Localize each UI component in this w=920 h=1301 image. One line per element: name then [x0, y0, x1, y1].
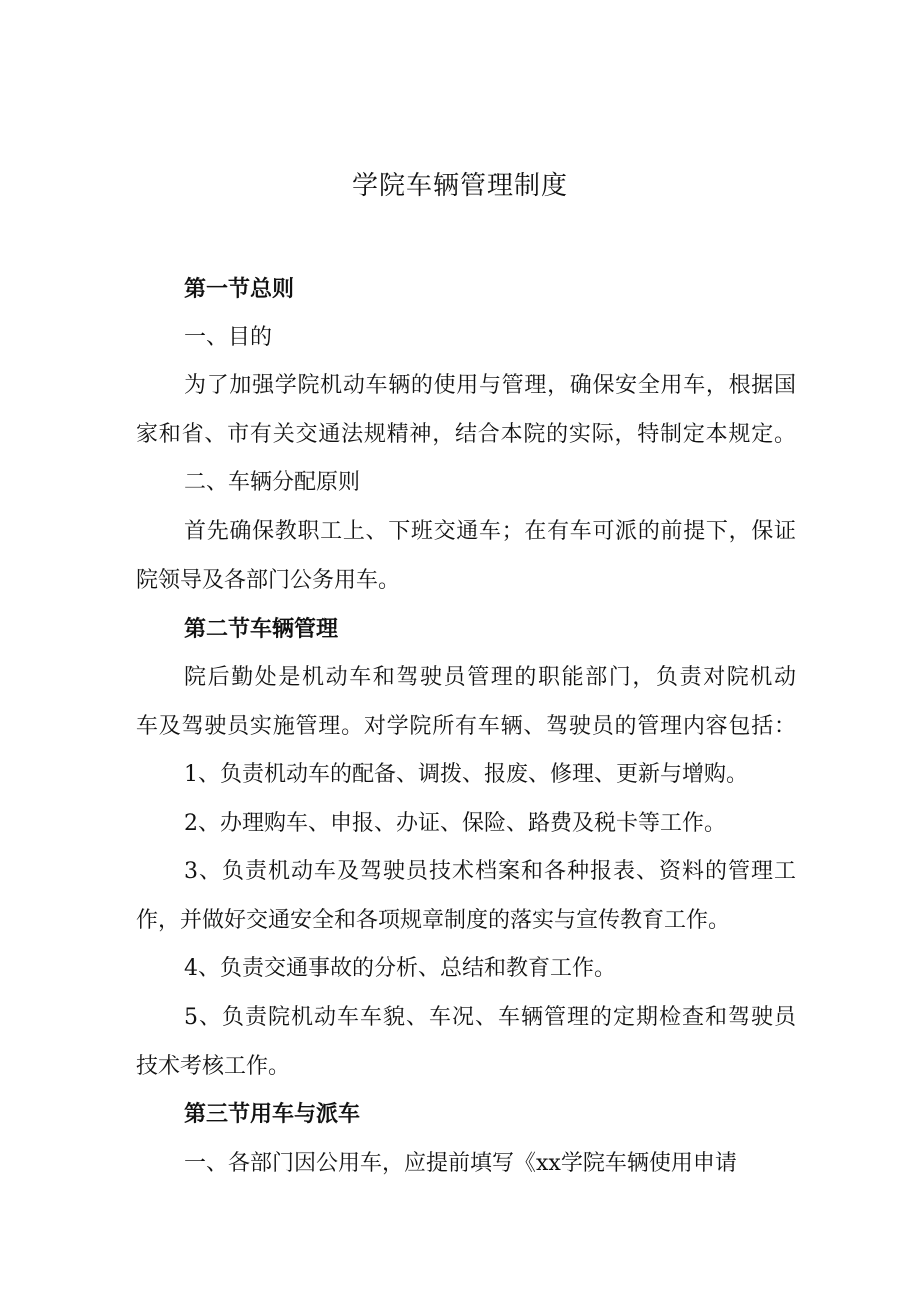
section-heading-vehicle-management: 第二节车辆管理 [184, 617, 339, 642]
list-item: 4、负责交通事故的分析、总结和教育工作。 [184, 956, 616, 981]
section-heading-general: 第一节总则 [184, 277, 295, 302]
paragraph-line: 首先确保教职工上、下班交通车；在有车可派的前提下，保证 [184, 519, 796, 544]
list-item-continuation: 技术考核工作。 [136, 1054, 291, 1079]
subheading-allocation: 二、车辆分配原则 [184, 470, 361, 495]
list-item: 2、办理购车、申报、办证、保险、路费及税卡等工作。 [184, 811, 726, 836]
document-title: 学院车辆管理制度 [351, 171, 568, 201]
paragraph-line: 院后勤处是机动车和驾驶员管理的职能部门，负责对院机动 [184, 665, 796, 690]
paragraph-line: 家和省、市有关交通法规精神，结合本院的实际，特制定本规定。 [136, 422, 796, 447]
list-item: 3、负责机动车及驾驶员技术档案和各种报表、资料的管理工 [184, 859, 796, 884]
paragraph-line: 车及驾驶员实施管理。对学院所有车辆、驾驶员的管理内容包括： [136, 714, 796, 739]
list-item-continuation: 作，并做好交通安全和各项规章制度的落实与宣传教育工作。 [136, 908, 731, 933]
paragraph-line: 院领导及各部门公务用车。 [136, 568, 401, 593]
subheading-purpose: 一、目的 [184, 325, 273, 350]
list-item: 5、负责院机动车车貌、车况、车辆管理的定期检查和驾驶员 [184, 1005, 796, 1030]
section-heading-vehicle-use: 第三节用车与派车 [184, 1102, 361, 1127]
paragraph-line: 一、各部门因公用车，应提前填写《xx学院车辆使用申请 [184, 1151, 737, 1176]
paragraph-line: 为了加强学院机动车辆的使用与管理，确保安全用车，根据国 [184, 373, 796, 398]
list-item: 1、负责机动车的配备、调拨、报废、修理、更新与增购。 [184, 762, 748, 787]
